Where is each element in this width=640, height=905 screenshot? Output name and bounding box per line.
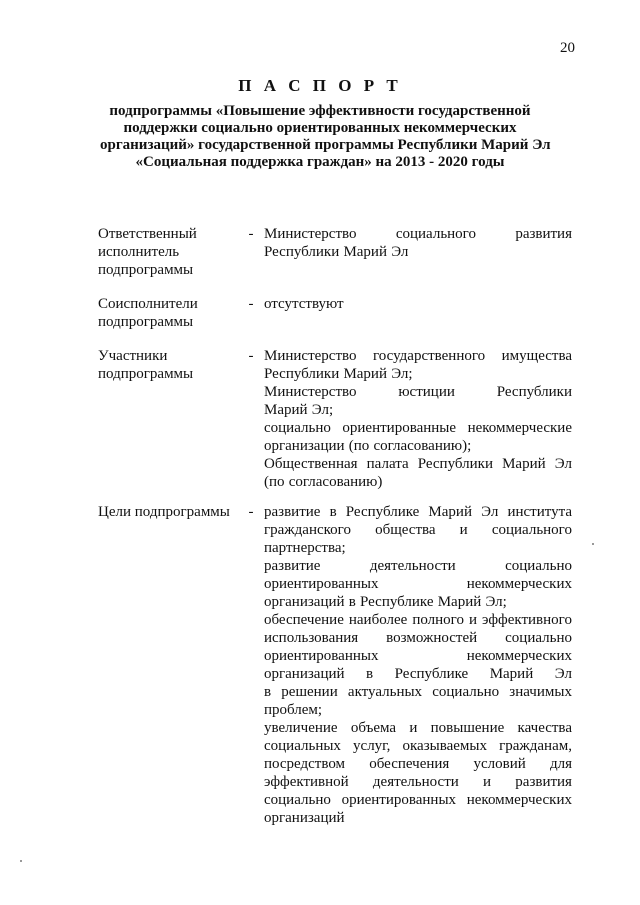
value-word: увеличение bbox=[264, 720, 338, 736]
value-word: качества bbox=[517, 720, 572, 736]
value-word: некоммерческие bbox=[467, 420, 572, 436]
row-label bbox=[98, 225, 248, 279]
row-value bbox=[264, 503, 572, 827]
value-word: социального bbox=[395, 226, 476, 242]
value-word: развития bbox=[515, 226, 572, 242]
value-word: Марий bbox=[264, 402, 308, 418]
value-word: повышение bbox=[430, 720, 505, 736]
value-word: развития bbox=[515, 774, 572, 790]
value-line bbox=[264, 455, 572, 473]
value-word: Марий bbox=[428, 504, 472, 520]
value-word: Марий bbox=[343, 366, 387, 382]
value-word: Эл; bbox=[485, 594, 507, 610]
value-line bbox=[264, 701, 572, 719]
value-line bbox=[264, 401, 572, 419]
value-word: деятельности bbox=[369, 558, 456, 574]
value-word: Марий bbox=[343, 244, 387, 260]
value-line bbox=[264, 647, 572, 665]
value-word: Эл; bbox=[311, 402, 334, 418]
value-word: юстиции bbox=[398, 384, 455, 400]
value-word: решении bbox=[281, 684, 338, 700]
value-word: и bbox=[409, 720, 418, 736]
value-line bbox=[264, 419, 572, 437]
document-subtitle bbox=[100, 103, 551, 171]
value-word: Марий bbox=[502, 456, 546, 472]
value-word: актуальных bbox=[347, 684, 423, 700]
row-dash: - bbox=[248, 296, 254, 312]
value-line bbox=[264, 557, 572, 575]
value-word: эффективной bbox=[264, 774, 349, 790]
value-word: согласованию) bbox=[288, 474, 383, 490]
value-word: социально bbox=[264, 792, 331, 808]
value-line bbox=[264, 791, 572, 809]
value-word: ориентированных bbox=[264, 648, 379, 664]
value-line bbox=[264, 383, 572, 401]
value-word: обеспечение bbox=[264, 612, 344, 628]
value-word: Министерство bbox=[264, 226, 357, 242]
value-line bbox=[264, 755, 572, 773]
value-word: в bbox=[264, 684, 272, 700]
value-line bbox=[264, 809, 572, 827]
value-word: и bbox=[483, 774, 492, 790]
subtitle-line: поддержки социально ориентированных некоммерческих bbox=[123, 120, 517, 136]
row-label bbox=[98, 295, 248, 331]
value-word: Общественная bbox=[264, 456, 358, 472]
value-word: социально bbox=[264, 420, 331, 436]
value-line bbox=[264, 295, 572, 313]
value-word: в bbox=[366, 666, 374, 682]
value-word: палата bbox=[366, 456, 409, 472]
value-word: Эл bbox=[481, 504, 499, 520]
value-word: института bbox=[507, 504, 572, 520]
value-word: организаций bbox=[264, 666, 345, 682]
label-line: подпрограммы bbox=[98, 262, 194, 278]
value-line bbox=[264, 503, 572, 521]
page-number: 20 bbox=[560, 40, 575, 56]
value-word: социально bbox=[505, 630, 572, 646]
value-word: деятельности bbox=[372, 774, 459, 790]
value-word: Республике bbox=[360, 594, 434, 610]
value-word: (по bbox=[348, 438, 370, 454]
value-word: организации bbox=[264, 438, 345, 454]
value-word: в bbox=[329, 504, 337, 520]
row-label bbox=[98, 503, 248, 521]
value-word: некоммерческих bbox=[466, 576, 572, 592]
value-word: и bbox=[459, 522, 468, 538]
value-word: услуг, bbox=[353, 738, 391, 754]
value-word: ориентированных bbox=[264, 576, 379, 592]
row-value bbox=[264, 295, 572, 313]
value-word: использования bbox=[264, 630, 359, 646]
subtitle-line: организаций» государственной программы Республики Марий Эл bbox=[100, 137, 551, 153]
value-word: отсутствуют bbox=[264, 296, 344, 312]
value-word: проблем; bbox=[264, 702, 323, 718]
document-title: П А С П О Р Т bbox=[238, 76, 402, 95]
value-word: эффективного bbox=[482, 612, 572, 628]
value-word: Республики bbox=[264, 244, 340, 260]
label-line: Цели подпрограммы bbox=[98, 504, 230, 520]
value-word: Марий bbox=[489, 666, 534, 682]
value-word: некоммерческих bbox=[466, 648, 572, 664]
value-line bbox=[264, 611, 572, 629]
value-line bbox=[264, 773, 572, 791]
value-word: общества bbox=[375, 522, 436, 538]
value-word: партнерства; bbox=[264, 540, 346, 556]
label-line: подпрограммы bbox=[98, 314, 194, 330]
value-word: Эл bbox=[554, 666, 572, 682]
value-word: ориентированные bbox=[342, 420, 457, 436]
value-word: условий bbox=[473, 756, 526, 772]
value-line bbox=[264, 575, 572, 593]
value-word: в bbox=[348, 594, 356, 610]
value-word: развитие bbox=[264, 558, 321, 574]
label-line: Ответственный bbox=[98, 226, 197, 242]
value-word: социальных bbox=[264, 738, 341, 754]
value-word: гражданам, bbox=[499, 738, 572, 754]
row-value bbox=[264, 225, 572, 261]
row-dash: - bbox=[248, 504, 254, 520]
value-word: Республики bbox=[417, 456, 493, 472]
value-word: имущества bbox=[501, 348, 572, 364]
value-word: Марий bbox=[437, 594, 482, 610]
value-line bbox=[264, 629, 572, 647]
row-value bbox=[264, 347, 572, 491]
value-line bbox=[264, 683, 572, 701]
scan-speck bbox=[592, 543, 594, 545]
subtitle-line: подпрограммы «Повышение эффективности государственной bbox=[109, 103, 531, 119]
value-word: объема bbox=[350, 720, 397, 736]
value-line bbox=[264, 225, 572, 243]
value-word: Республики bbox=[496, 384, 572, 400]
value-line bbox=[264, 521, 572, 539]
value-word: обеспечения bbox=[369, 756, 450, 772]
value-word: Эл bbox=[391, 244, 409, 260]
value-word: и bbox=[468, 612, 478, 628]
value-word: полного bbox=[412, 612, 464, 628]
value-word: развитие bbox=[264, 504, 321, 520]
value-word: организаций bbox=[264, 810, 345, 826]
label-line: Соисполнители bbox=[98, 296, 198, 312]
value-line bbox=[264, 473, 572, 491]
value-word: Эл bbox=[554, 456, 572, 472]
value-line bbox=[264, 243, 572, 261]
value-word: гражданского bbox=[264, 522, 351, 538]
value-word: ориентированных bbox=[341, 792, 457, 808]
value-word: возможностей bbox=[386, 630, 478, 646]
subtitle-line: «Социальная поддержка граждан» на 2013 - 2020 годы bbox=[135, 154, 505, 170]
value-word: согласованию); bbox=[373, 438, 472, 454]
value-word: социально bbox=[432, 684, 500, 700]
row-label bbox=[98, 347, 248, 383]
row-dash: - bbox=[248, 226, 254, 242]
value-word: наиболее bbox=[348, 612, 408, 628]
scan-speck bbox=[20, 860, 22, 862]
value-line bbox=[264, 365, 572, 383]
value-word: для bbox=[549, 756, 572, 772]
value-word: посредством bbox=[264, 756, 346, 772]
value-word: значимых bbox=[509, 684, 572, 700]
value-line bbox=[264, 437, 572, 455]
value-word: некоммерческих bbox=[466, 792, 572, 808]
value-word: Республике bbox=[345, 504, 420, 520]
value-line bbox=[264, 737, 572, 755]
value-word: Республике bbox=[394, 666, 469, 682]
value-line bbox=[264, 347, 572, 365]
value-line bbox=[264, 665, 572, 683]
row-dash: - bbox=[248, 348, 254, 364]
value-word: оказываемых bbox=[402, 738, 487, 754]
value-word: социального bbox=[491, 522, 572, 538]
value-word: Республики bbox=[264, 366, 340, 382]
value-line bbox=[264, 539, 572, 557]
value-word: Эл; bbox=[391, 366, 413, 382]
label-line: подпрограммы bbox=[98, 366, 194, 382]
value-line bbox=[264, 593, 572, 611]
value-line bbox=[264, 719, 572, 737]
value-word: Министерство bbox=[264, 348, 357, 364]
value-word: (по bbox=[264, 474, 285, 490]
label-line: Участники bbox=[98, 348, 168, 364]
value-word: социально bbox=[505, 558, 572, 574]
value-word: организаций bbox=[264, 594, 345, 610]
label-line: исполнитель bbox=[98, 244, 180, 260]
value-word: Министерство bbox=[264, 384, 357, 400]
value-word: государственного bbox=[372, 348, 486, 364]
